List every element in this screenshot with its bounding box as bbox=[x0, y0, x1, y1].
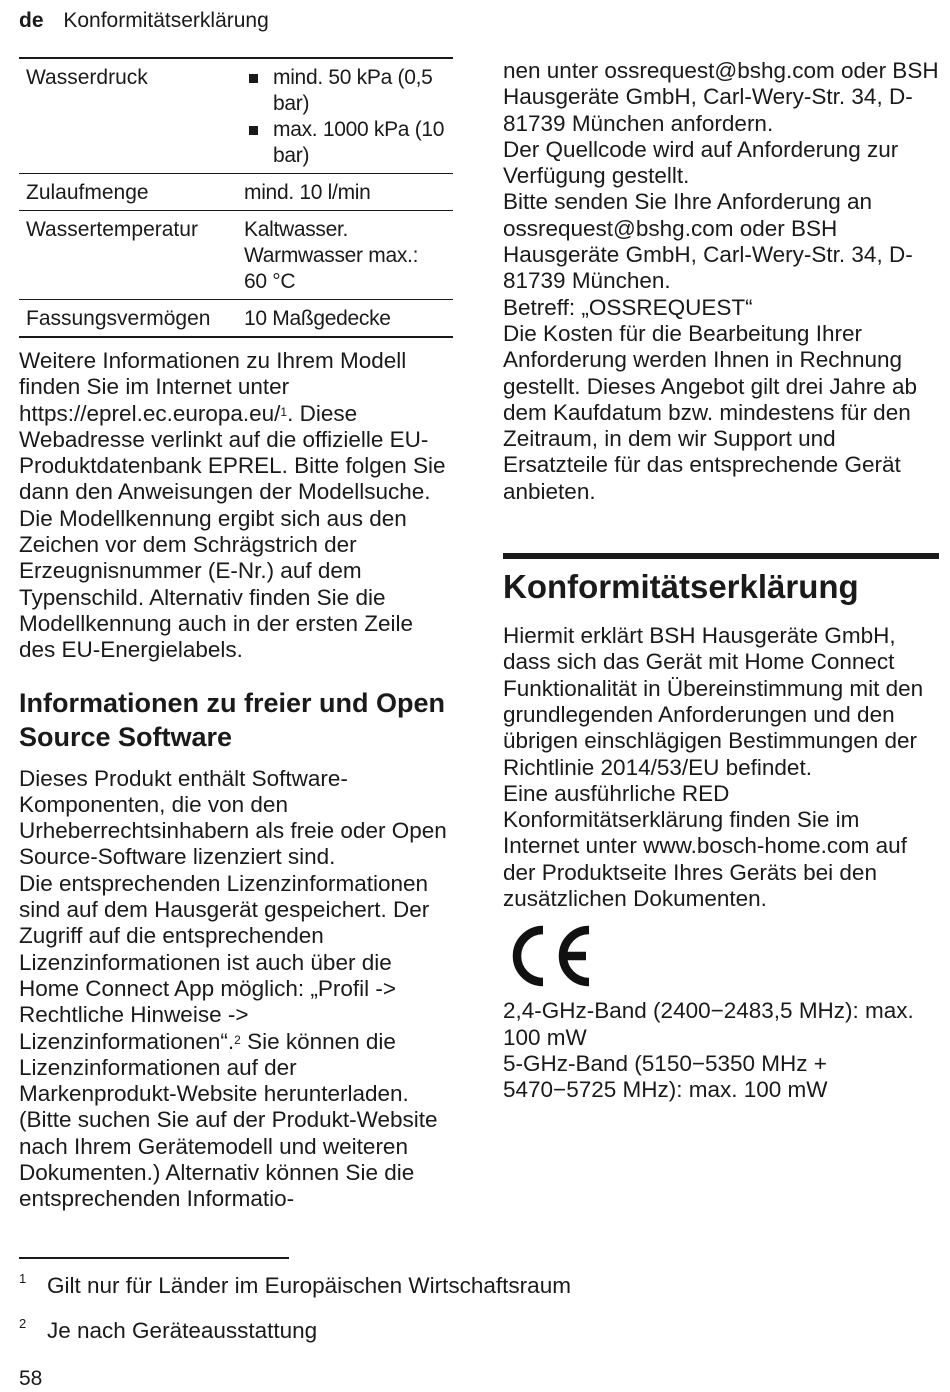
header-title: Konformitätserklärung bbox=[63, 9, 269, 32]
table-row bbox=[19, 211, 453, 300]
footnote-2 bbox=[19, 1318, 317, 1344]
band-line: 5-GHz-Band (5150−5350 MHz + 5470−5725 MHz): max. 100 mW bbox=[503, 1050, 828, 1103]
spec-value: mind. 10 l/min bbox=[244, 181, 371, 204]
section-heading-conformity: Konformitätserklärung bbox=[503, 568, 859, 606]
footnote-ref: 2 bbox=[234, 1032, 241, 1047]
list-item: max. 1000 kPa (10 bar) bbox=[244, 117, 453, 169]
text-span: Weitere Informationen zu Ihrem Modell finden Sie im Internet unter https://eprel.ec.europa.eu/ bbox=[19, 348, 407, 426]
right-column bbox=[503, 58, 939, 1104]
left-column bbox=[19, 57, 453, 1213]
text-span: Sie können die Lizenzinformationen auf der Markenprodukt-Website herunterladen. (Bitte suchen Sie auf der Produkt-Website nach Ihrem Gerätemodell und weiteren Dokumenten.) Alternativ können Sie die entsprechenden Informatio- bbox=[19, 1028, 438, 1212]
paragraph bbox=[19, 871, 453, 1213]
paragraph: nen unter ossrequest@bshg.com oder BSH Hausgeräte GmbH, Carl-Wery-Str. 34, D-81739 München anfordern. bbox=[503, 58, 939, 136]
running-header bbox=[19, 9, 269, 33]
spec-value bbox=[237, 211, 453, 300]
band-line: 2,4-GHz-Band (2400−2483,5 MHz): max. 100 mW bbox=[503, 998, 914, 1050]
list-item: mind. 50 kPa (0,5 bar) bbox=[244, 65, 453, 117]
footnote-divider bbox=[19, 1257, 289, 1259]
language-code: de bbox=[19, 9, 44, 32]
paragraph: Betreff: „OSSREQUEST“ bbox=[503, 294, 753, 320]
oss-body bbox=[19, 766, 453, 1213]
paragraph: Die Kosten für die Bearbeitung Ihrer Anforderung werden Ihnen in Rechnung gestellt. Dieses Angebot gilt drei Jahre ab dem Kaufdatum bzw. mindestens für den Zeitraum, in dem wir Support und Ersatzteile für das entsprechende Gerät anbieten. bbox=[503, 320, 917, 504]
bullet-list bbox=[244, 65, 453, 169]
radio-bands bbox=[503, 998, 939, 1103]
text-span: . Diese Webadresse verlinkt auf die offizielle EU-Produktdatenbank EPREL. Bitte folgen Sie dann den Anweisungen der Modellsuche. Die Modellkennung ergibt sich aus den Zeichen vor dem Schrägstrich der Erzeugnisnummer (E-Nr.) auf dem Typenschild. Alternativ finden Sie die Modellkennung auch in der ersten Zeile des EU-Energielabels. bbox=[19, 400, 446, 663]
table-row bbox=[19, 58, 453, 174]
table-row bbox=[19, 300, 453, 338]
paragraph: Hiermit erklärt BSH Hausgeräte GmbH, dass sich das Gerät mit Home Connect Funktionalität in Übereinstimmung mit den grundlegenden Anforderungen und den übrigen einschlägigen Bestimmungen der Richtlinie 2014/53/EU befindet. bbox=[503, 623, 924, 780]
spec-key: Wasserdruck bbox=[26, 66, 148, 89]
text-span: Die entsprechenden Lizenzinformationen sind auf dem Hausgerät gespeichert. Der Zugriff auf die entsprechenden Lizenzinformationen ist auch über die Home Connect App möglich: „Profil -> Rechtliche Hinweise -> Lizenzinformationen“. bbox=[19, 870, 430, 1054]
paragraph: Der Quellcode wird auf Anforderung zur Verfügung gestellt. bbox=[503, 136, 899, 189]
paragraph: Bitte senden Sie Ihre Anforderung an ossrequest@bshg.com oder BSH Hausgeräte GmbH, Carl-Wery-Str. 34, D-81739 München. bbox=[503, 189, 913, 294]
table-row bbox=[19, 174, 453, 211]
spec-value: 10 Maßgedecke bbox=[244, 307, 391, 330]
value-line: Kaltwasser. bbox=[244, 218, 349, 241]
page-number: 58 bbox=[19, 1367, 43, 1390]
spec-key: Zulaufmenge bbox=[26, 181, 149, 204]
paragraph: Dieses Produkt enthält Software-Komponenten, die von den Urheberrechtsinhabern als freie oder Open Source-Software lizenziert sind. bbox=[19, 765, 447, 870]
footnote-1 bbox=[19, 1273, 571, 1299]
paragraph: Eine ausführliche RED Konformitätserklärung finden Sie im Internet unter www.bosch-home.com auf der Produktseite Ihres Geräts bei den zusätzlichen Dokumenten. bbox=[503, 780, 907, 912]
spec-key: Wassertemperatur bbox=[26, 218, 198, 241]
oss-continued bbox=[503, 58, 939, 505]
spec-key: Fassungsvermögen bbox=[26, 307, 211, 330]
ce-mark-icon bbox=[503, 924, 939, 992]
section-heading-oss: Informationen zu freier und Open Source Software bbox=[19, 687, 446, 752]
value-line: Warmwasser max.: bbox=[244, 244, 419, 267]
footnote-ref: 1 bbox=[280, 404, 288, 419]
spec-value bbox=[237, 58, 453, 174]
footnote-text: Je nach Geräteausstattung bbox=[47, 1318, 318, 1343]
model-info-paragraph bbox=[19, 348, 453, 664]
spec-table bbox=[19, 57, 453, 338]
footnote-text: Gilt nur für Länder im Europäischen Wirtschaftsraum bbox=[47, 1273, 571, 1298]
value-line: 60 °C bbox=[244, 270, 296, 293]
footnote-number: 1 bbox=[19, 1271, 27, 1286]
conformity-body bbox=[503, 623, 939, 912]
footnote-number: 2 bbox=[19, 1316, 27, 1331]
section-divider bbox=[503, 553, 939, 559]
